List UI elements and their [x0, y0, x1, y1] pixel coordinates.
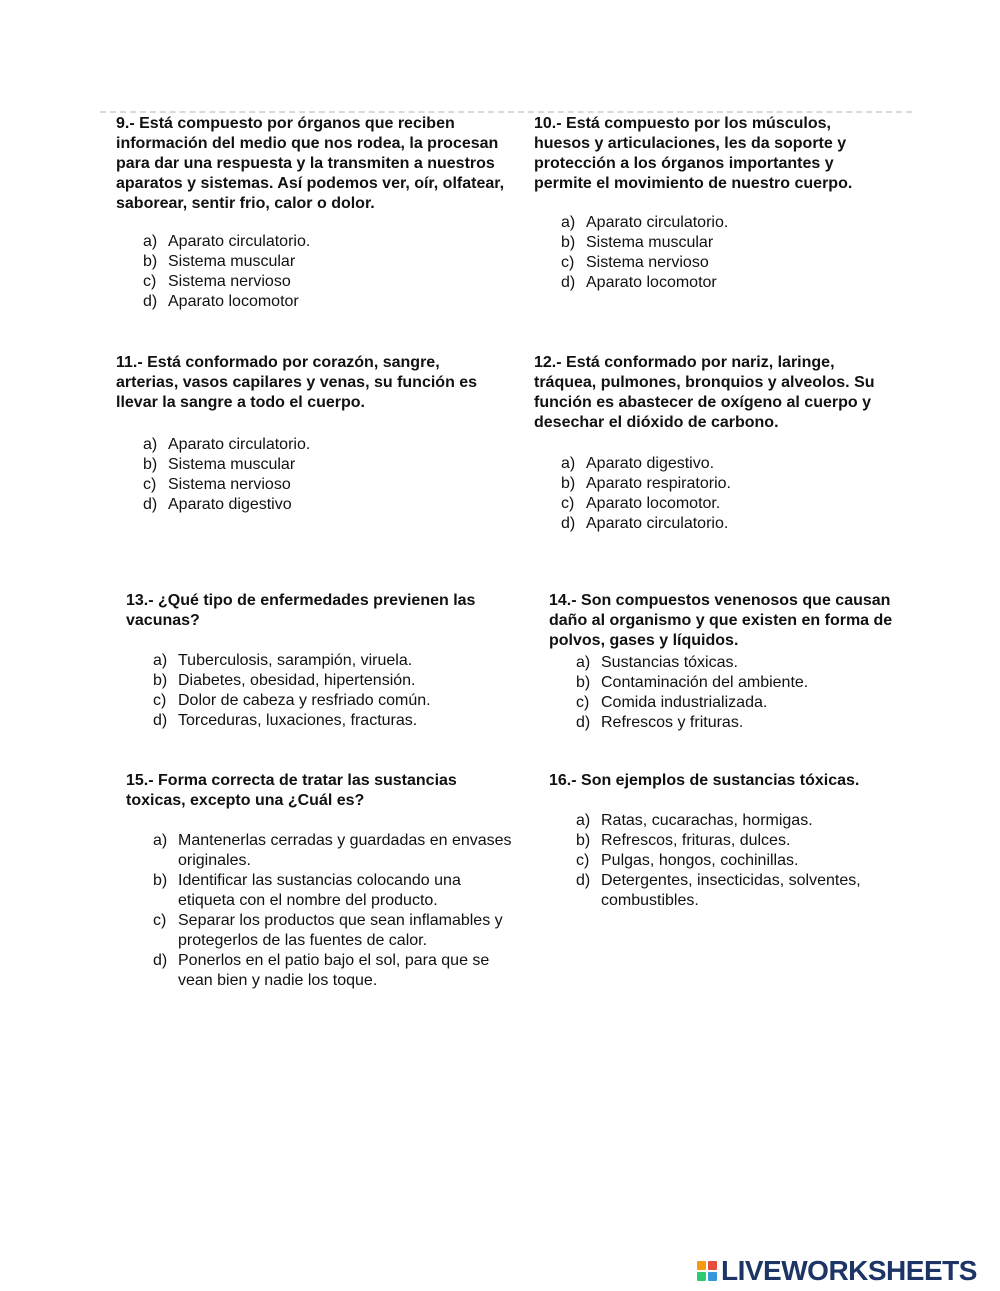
option-d[interactable] [126, 711, 521, 731]
question-13 [126, 591, 521, 731]
option-text: Aparato circulatorio. [586, 214, 729, 231]
option-text: Aparato digestivo [168, 496, 292, 513]
option-a[interactable] [116, 435, 496, 455]
option-b[interactable] [126, 871, 516, 911]
option-text: Tuberculosis, sarampión, viruela. [178, 652, 413, 669]
option-text: Sistema nervioso [168, 273, 291, 290]
question-text: 14.- Son compuestos venenosos que causan daño al organismo y que existen en forma de polvos, gases y líquidos. [549, 592, 893, 649]
option-b[interactable] [126, 671, 521, 691]
option-d[interactable] [534, 514, 884, 534]
option-a[interactable] [116, 232, 506, 252]
option-letter: b) [576, 832, 591, 849]
options-list [126, 651, 521, 731]
option-c[interactable] [116, 475, 496, 495]
option-letter: c) [561, 495, 575, 512]
logo-blocks-icon [697, 1261, 717, 1281]
question-text: 12.- Está conformado por nariz, laringe, tráquea, pulmones, bronquios y alveolos. Su función es abastecer de oxígeno al cuerpo y desechar el dióxido de carbono. [534, 354, 875, 431]
option-text: Aparato circulatorio. [168, 436, 311, 453]
option-text: Aparato locomotor [586, 274, 717, 291]
logo-text: LIVEWORKSHEETS [721, 1255, 977, 1286]
option-text: Sistema nervioso [168, 476, 291, 493]
option-b[interactable] [534, 474, 884, 494]
option-letter: a) [143, 233, 158, 250]
option-text: Ponerlos en el patio bajo el sol, para que se vean bien y nadie los toque. [178, 952, 490, 989]
options-list [534, 213, 884, 293]
logo-block [697, 1261, 706, 1270]
option-text: Torceduras, luxaciones, fracturas. [178, 712, 418, 729]
option-text: Diabetes, obesidad, hipertensión. [178, 672, 416, 689]
question-text: 16.- Son ejemplos de sustancias tóxicas. [549, 772, 860, 789]
question-text: 10.- Está compuesto por los músculos, huesos y articulaciones, les da soporte y protección a los órganos importantes y permite el movimiento de nuestro cuerpo. [534, 115, 853, 192]
liveworksheets-logo[interactable] [697, 1256, 977, 1286]
option-letter: d) [143, 496, 158, 513]
options-list [116, 232, 506, 312]
option-letter: a) [153, 652, 168, 669]
question-11 [116, 353, 496, 515]
option-letter: d) [561, 515, 576, 532]
option-letter: b) [561, 475, 576, 492]
question-text: 9.- Está compuesto por órganos que reciben información del medio que nos rodea, la procesan para dar una respuesta y la transmiten a nuestros aparatos y sistemas. Así podemos ver, oír, olfatear, saborear, sentir frio, calor o dolor. [116, 115, 505, 212]
option-text: Sistema nervioso [586, 254, 709, 271]
option-letter: d) [153, 712, 168, 729]
question-14 [549, 591, 894, 733]
question-10 [534, 114, 884, 293]
option-letter: a) [561, 455, 576, 472]
option-letter: c) [153, 912, 167, 929]
option-letter: c) [143, 273, 157, 290]
option-text: Aparato respiratorio. [586, 475, 731, 492]
question-15 [126, 771, 516, 991]
option-text: Refrescos, frituras, dulces. [601, 832, 791, 849]
option-text: Detergentes, insecticidas, solventes, combustibles. [601, 872, 861, 909]
option-letter: d) [153, 952, 168, 969]
option-c[interactable] [534, 253, 884, 273]
option-letter: b) [153, 672, 168, 689]
question-text: 13.- ¿Qué tipo de enfermedades previenen las vacunas? [126, 592, 476, 629]
option-c[interactable] [116, 272, 506, 292]
option-c[interactable] [549, 851, 894, 871]
option-text: Identificar las sustancias colocando una etiqueta con el nombre del producto. [178, 872, 461, 909]
option-text: Contaminación del ambiente. [601, 674, 809, 691]
option-letter: d) [143, 293, 158, 310]
option-a[interactable] [126, 831, 516, 871]
option-a[interactable] [549, 653, 894, 673]
option-c[interactable] [534, 494, 884, 514]
option-text: Ratas, cucarachas, hormigas. [601, 812, 813, 829]
top-divider [100, 111, 912, 113]
option-letter: b) [153, 872, 168, 889]
options-list [126, 831, 516, 991]
option-letter: d) [561, 274, 576, 291]
option-text: Aparato locomotor [168, 293, 299, 310]
option-d[interactable] [549, 871, 894, 911]
option-letter: a) [153, 832, 168, 849]
option-b[interactable] [549, 673, 894, 693]
option-letter: a) [143, 436, 158, 453]
option-a[interactable] [534, 454, 884, 474]
logo-block [708, 1272, 717, 1281]
options-list [549, 653, 894, 733]
option-text: Refrescos y frituras. [601, 714, 744, 731]
option-letter: a) [576, 812, 591, 829]
option-d[interactable] [116, 495, 496, 515]
option-a[interactable] [549, 811, 894, 831]
option-letter: d) [576, 872, 591, 889]
option-d[interactable] [116, 292, 506, 312]
option-b[interactable] [116, 252, 506, 272]
option-a[interactable] [126, 651, 521, 671]
question-text: 15.- Forma correcta de tratar las sustancias toxicas, excepto una ¿Cuál es? [126, 772, 457, 809]
option-letter: c) [143, 476, 157, 493]
option-letter: b) [561, 234, 576, 251]
option-letter: c) [153, 692, 167, 709]
question-9 [116, 114, 506, 312]
option-c[interactable] [549, 693, 894, 713]
option-text: Sistema muscular [168, 456, 296, 473]
option-text: Aparato digestivo. [586, 455, 715, 472]
option-d[interactable] [126, 951, 516, 991]
option-letter: c) [576, 852, 590, 869]
option-text: Sustancias tóxicas. [601, 654, 738, 671]
option-letter: b) [143, 456, 158, 473]
logo-block [697, 1272, 706, 1281]
option-text: Comida industrializada. [601, 694, 768, 711]
option-text: Separar los productos que sean inflamables y protegerlos de las fuentes de calor. [178, 912, 503, 949]
option-d[interactable] [549, 713, 894, 733]
option-text: Dolor de cabeza y resfriado común. [178, 692, 431, 709]
option-text: Aparato circulatorio. [586, 515, 729, 532]
option-c[interactable] [126, 911, 516, 951]
option-letter: a) [561, 214, 576, 231]
option-text: Aparato locomotor. [586, 495, 721, 512]
logo-block [708, 1261, 717, 1270]
option-b[interactable] [549, 831, 894, 851]
option-letter: c) [576, 694, 590, 711]
option-text: Sistema muscular [586, 234, 714, 251]
option-text: Sistema muscular [168, 253, 296, 270]
options-list [534, 454, 884, 534]
question-text: 11.- Está conformado por corazón, sangre, arterias, vasos capilares y venas, su función es llevar la sangre a todo el cuerpo. [116, 354, 478, 411]
option-letter: d) [576, 714, 591, 731]
options-list [116, 435, 496, 515]
option-a[interactable] [534, 213, 884, 233]
option-letter: a) [576, 654, 591, 671]
option-b[interactable] [116, 455, 496, 475]
option-text: Aparato circulatorio. [168, 233, 311, 250]
option-letter: c) [561, 254, 575, 271]
option-b[interactable] [534, 233, 884, 253]
option-letter: b) [143, 253, 158, 270]
option-text: Mantenerlas cerradas y guardadas en envases originales. [178, 832, 512, 869]
question-16 [549, 771, 894, 911]
options-list [549, 811, 894, 911]
option-c[interactable] [126, 691, 521, 711]
question-12 [534, 353, 884, 534]
option-d[interactable] [534, 273, 884, 293]
option-letter: b) [576, 674, 591, 691]
option-text: Pulgas, hongos, cochinillas. [601, 852, 799, 869]
